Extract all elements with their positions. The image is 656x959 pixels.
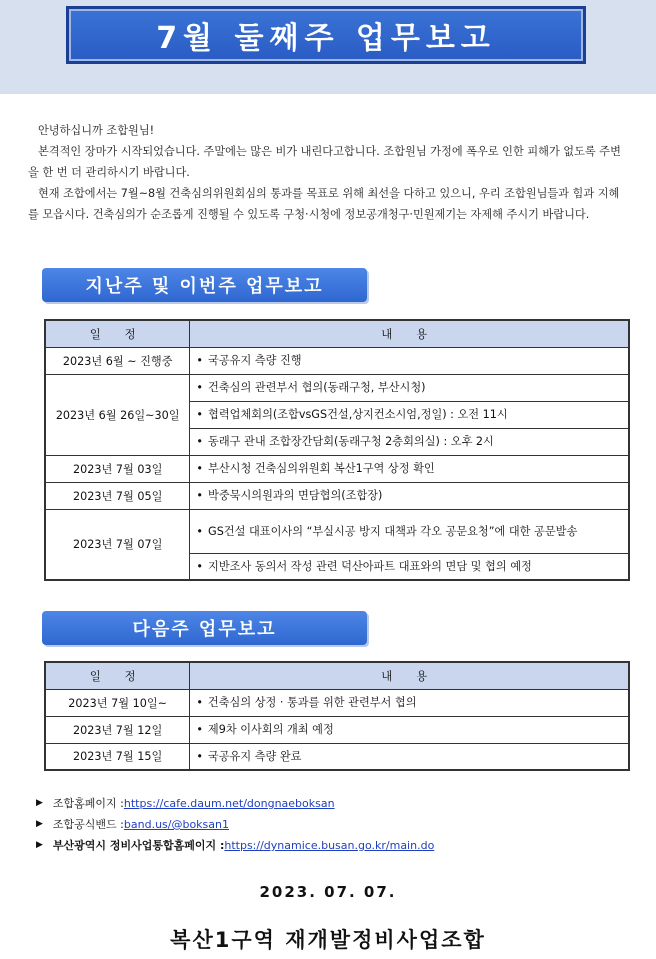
triangle-right-icon: ▶ <box>36 819 43 829</box>
row-content: • 동래구 관내 조합장간담회(동래구청 2층회의실) : 오후 2시 <box>190 428 629 455</box>
homepage-link[interactable]: https://cafe.daum.net/dongnaeboksan <box>123 797 335 810</box>
table-row <box>45 482 629 509</box>
links-section <box>36 793 434 856</box>
band-link[interactable]: band.us/@boksan1 <box>123 818 229 831</box>
section-label-next-week-text: 다음주 업무보고 <box>132 619 277 640</box>
link-label: 조합홈페이지 : <box>52 797 124 810</box>
row-item: 동래구 관내 조합장간담회(동래구청 2층회의실) : 오후 2시 <box>208 435 494 448</box>
row-content: • 부산시청 건축심의위원회 복산1구역 상정 확인 <box>190 455 629 482</box>
row-item: 건축심의 상정 · 통과를 위한 관련부서 협의 <box>207 696 417 709</box>
table-row <box>45 689 629 716</box>
link-label: 조합공식밴드 : <box>52 818 124 831</box>
row-content: • GS건설 대표이사의 “부실시공 방지 대책과 각오 공문요청”에 대한 공문발송 <box>190 509 629 553</box>
link-label: 부산광역시 정비사업통합홈페이지 : <box>52 839 225 852</box>
row-content: • 협력업체회의(조합vsGS건설,상지컨소시엄,정일) : 오전 11시 <box>190 401 629 428</box>
table-row <box>45 347 629 374</box>
row-item: 건축심의 관련부서 협의(동래구청, 부산시청) <box>208 381 426 394</box>
row-date: 2023년 7월 05일 <box>45 482 190 509</box>
row-content: • 제9차 이사회의 개최 예정 <box>190 716 629 743</box>
header-date: 일 정 <box>45 662 190 689</box>
row-item: 박중묵시의원과의 면담협의(조합장) <box>208 489 383 502</box>
row-content: • 국공유지 측량 진행 <box>190 347 629 374</box>
document-date: 2023. 07. 07. <box>259 883 397 901</box>
section-label-next-week <box>42 611 367 645</box>
row-date: 2023년 7월 07일 <box>45 509 190 580</box>
weekly-report-table <box>44 319 630 581</box>
row-date: 2023년 7월 03일 <box>45 455 190 482</box>
link-row-homepage <box>36 793 434 814</box>
table-row <box>45 374 629 401</box>
table-header-row <box>45 320 629 347</box>
section-label-weekly <box>42 268 367 302</box>
link-row-busan <box>36 835 434 856</box>
greeting: 안녕하십니까 조합원님! <box>38 124 155 137</box>
busan-portal-link[interactable]: https://dynamice.busan.go.kr/main.do <box>224 839 435 852</box>
intro-paragraph-2: 현재 조합에서는 7월~8월 건축심의위원회심의 통과를 목표로 위해 최선을 다하고 있으니, 우리 조합원님들과 힘과 지혜를 모읍시다. 건축심의가 순조롭게 진행될 수 있도록 구청·시청에 정보공개청구·민원제기는 자제해 주시기 바랍니다. <box>28 187 620 221</box>
row-content: • 국공유지 측량 완료 <box>190 743 629 770</box>
link-row-band <box>36 814 434 835</box>
intro-text <box>28 120 628 225</box>
header-content: 내 용 <box>190 662 629 689</box>
section-label-weekly-text: 지난주 및 이번주 업무보고 <box>85 276 324 297</box>
row-item: 부산시청 건축심의위원회 복산1구역 상정 확인 <box>208 462 435 475</box>
organization-name: 복산1구역 재개발정비사업조합 <box>170 928 486 952</box>
row-content: • 박중묵시의원과의 면담협의(조합장) <box>190 482 629 509</box>
row-content: • 건축심의 관련부서 협의(동래구청, 부산시청) <box>190 374 629 401</box>
row-content: • 지반조사 동의서 작성 관련 덕산아파트 대표와의 면담 및 협의 예정 <box>190 553 629 580</box>
row-item: 협력업체회의(조합vsGS건설,상지컨소시엄,정일) : 오전 11시 <box>208 408 508 421</box>
table-row <box>45 455 629 482</box>
title-banner <box>66 6 586 64</box>
row-item: 제9차 이사회의 개최 예정 <box>207 723 334 736</box>
header-content: 내 용 <box>190 320 629 347</box>
page-title: 7월 둘째주 업무보고 <box>156 21 496 56</box>
row-date: 2023년 7월 12일 <box>45 716 190 743</box>
triangle-right-icon: ▶ <box>36 798 43 808</box>
row-item: 국공유지 측량 완료 <box>207 749 302 763</box>
header-date: 일 정 <box>45 320 190 347</box>
row-date: 2023년 7월 15일 <box>45 743 190 770</box>
table-row <box>45 509 629 553</box>
row-content: • 건축심의 상정 · 통과를 위한 관련부서 협의 <box>190 689 629 716</box>
row-date: 2023년 7월 10일~ <box>45 689 190 716</box>
triangle-right-icon: ▶ <box>36 840 43 850</box>
table-row <box>45 743 629 770</box>
intro-paragraph-1: 본격적인 장마가 시작되었습니다. 주말에는 많은 비가 내린다고합니다. 조합원님 가정에 폭우로 인한 피해가 없도록 주변을 한 번 더 관리하시기 바랍니다. <box>28 145 621 179</box>
row-item: 지반조사 동의서 작성 관련 덕산아파트 대표와의 면담 및 협의 예정 <box>208 559 532 573</box>
row-date: 2023년 6월 ~ 진행중 <box>45 347 190 374</box>
table-row <box>45 716 629 743</box>
next-week-report-table <box>44 661 630 771</box>
row-date: 2023년 6월 26일~30일 <box>45 374 190 455</box>
row-item: GS건설 대표이사의 “부실시공 방지 대책과 각오 공문요청”에 대한 공문발송 <box>208 524 578 538</box>
table-header-row <box>45 662 629 689</box>
row-item: 국공유지 측량 진행 <box>208 354 302 367</box>
